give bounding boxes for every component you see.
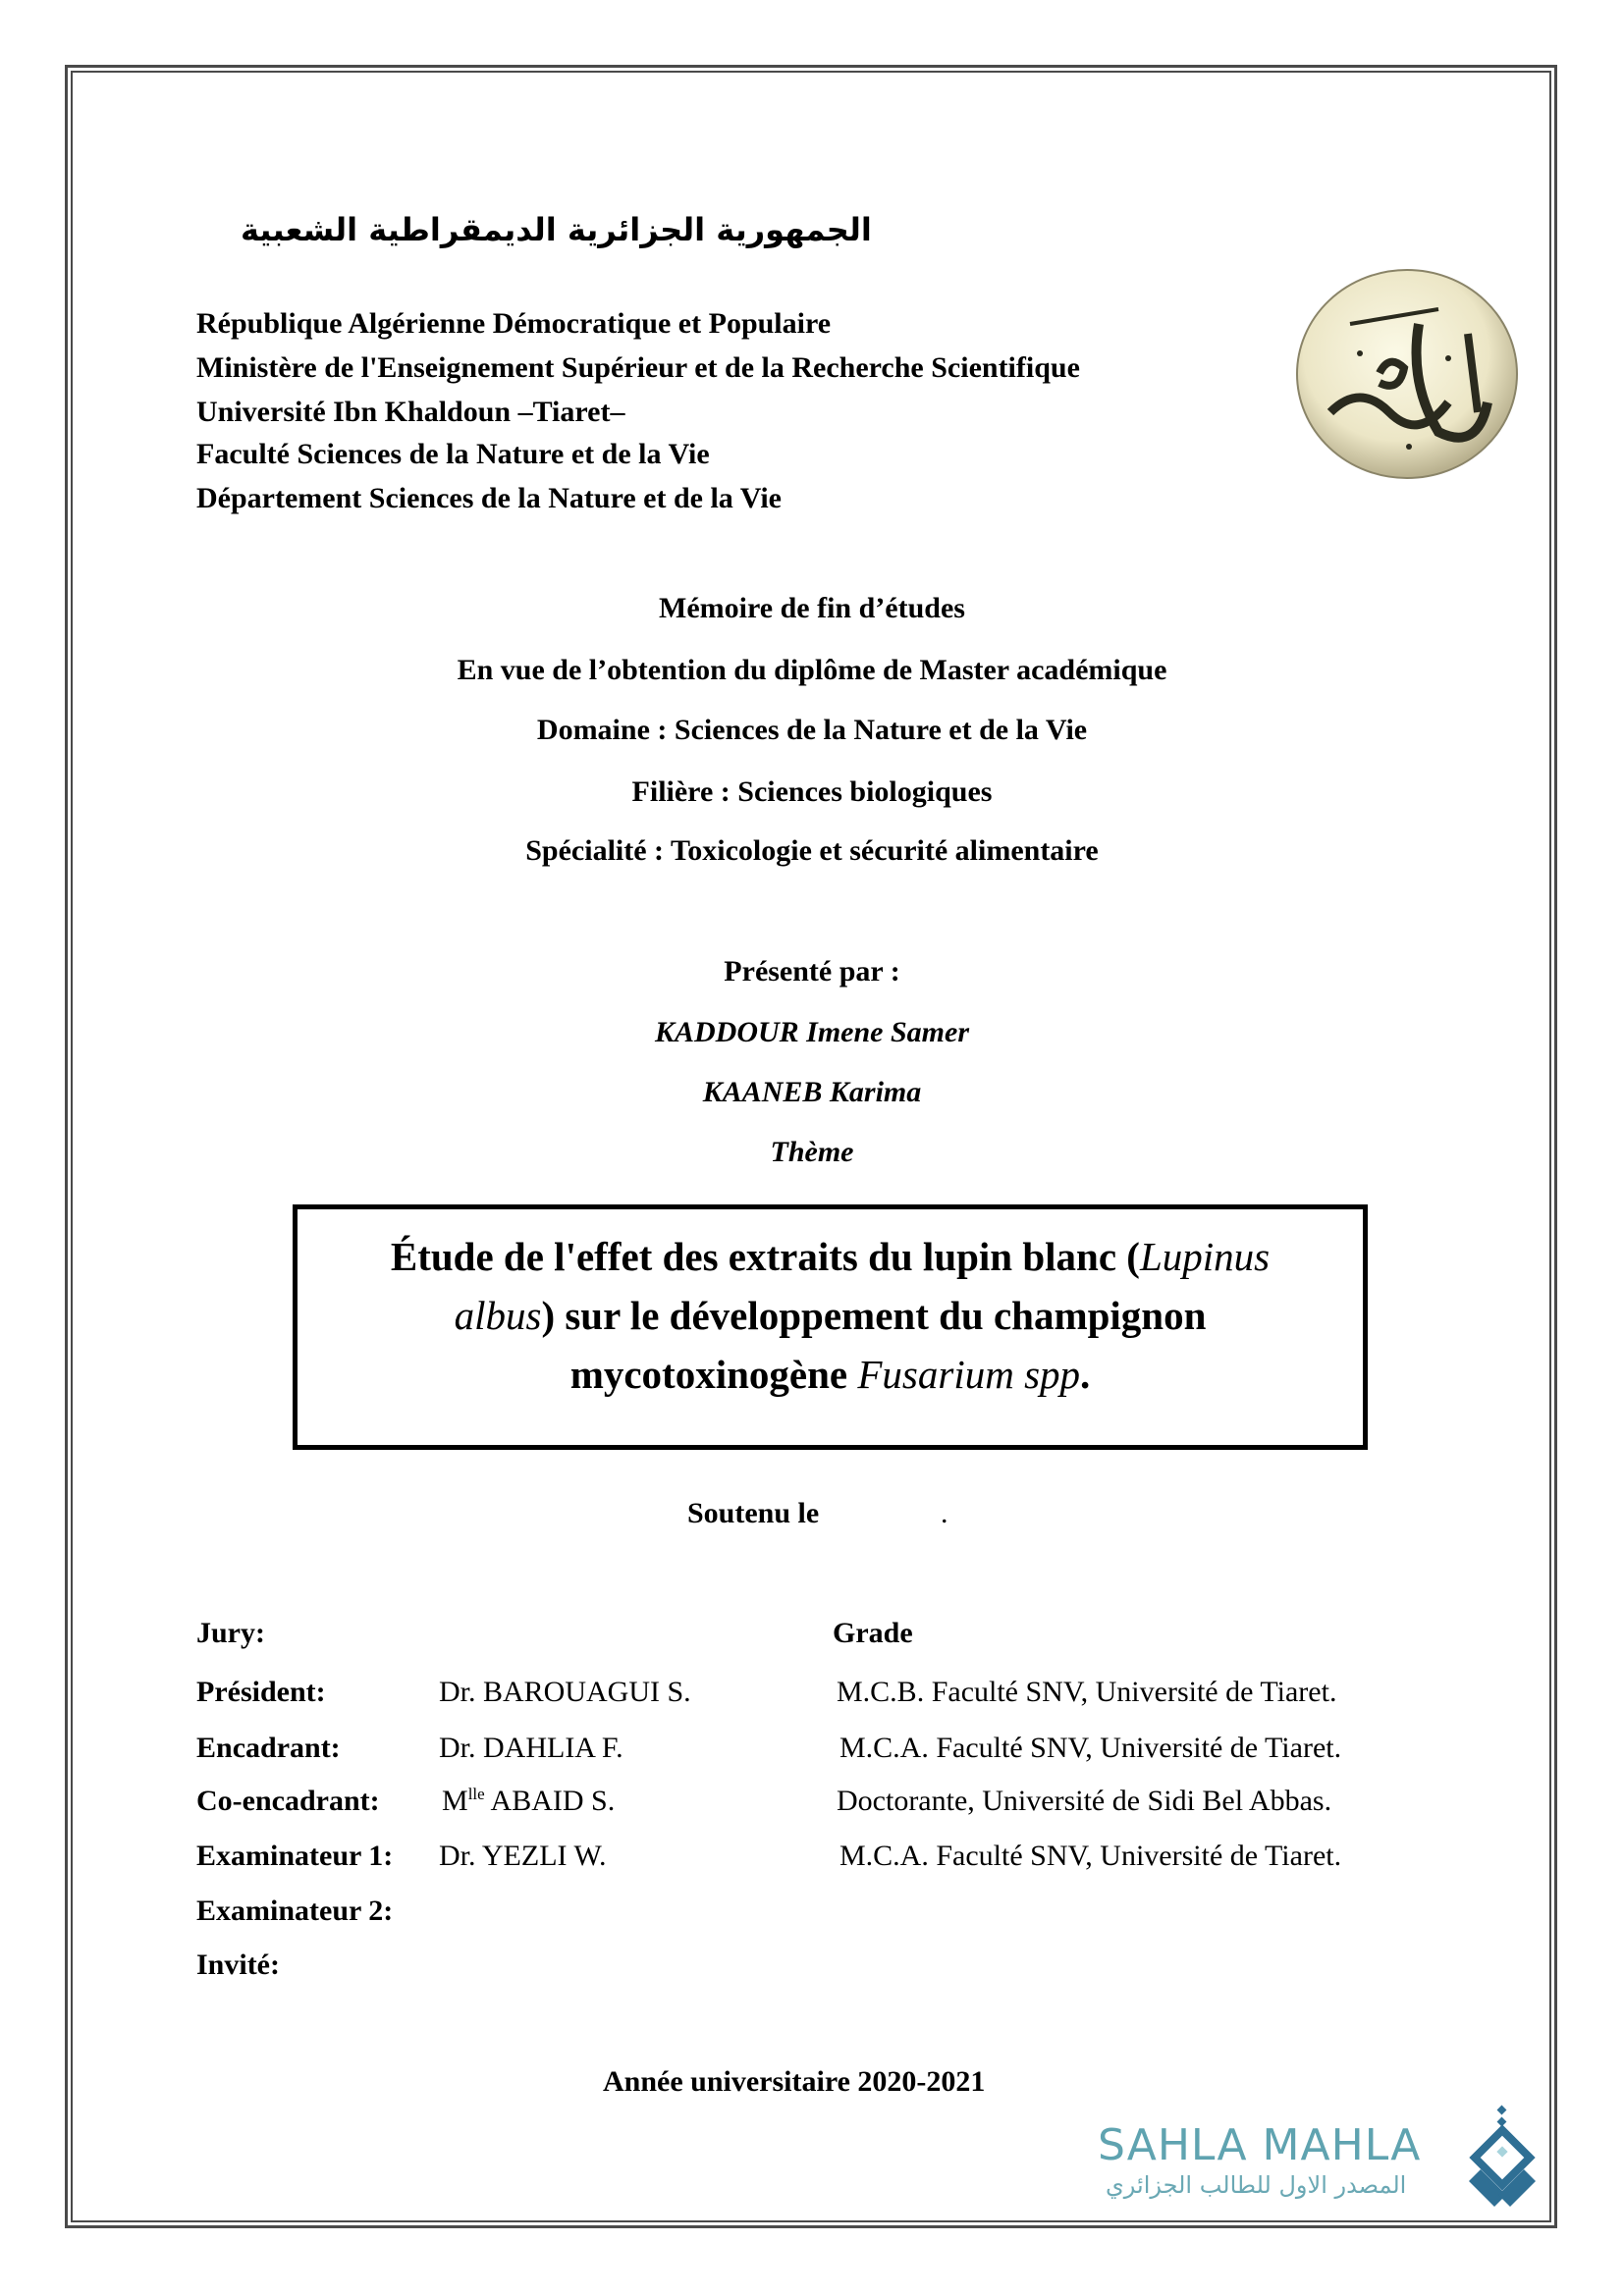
jury-row-examinateur-1 [196, 1840, 1473, 1879]
jury-role: Examinateur 2: [196, 1895, 394, 1927]
institution-republic: République Algérienne Démocratique et Populaire [196, 307, 832, 340]
memoire-title: Mémoire de fin d’études [659, 592, 965, 624]
thesis-title-box [293, 1204, 1368, 1450]
jury-role: Invité: [196, 1949, 280, 1981]
jury-row-examinateur-2 [196, 1895, 1473, 1934]
jury-grade: M.C.A. Faculté SNV, Université de Tiaret. [839, 1840, 1342, 1872]
academic-year: Année universitaire 2020-2021 [603, 2065, 986, 2098]
jury-grade: M.C.A. Faculté SNV, Université de Tiaret. [839, 1732, 1342, 1764]
jury-name-sup: lle [467, 1785, 485, 1803]
diploma-line: En vue de l’obtention du diplôme de Master académique [457, 654, 1167, 686]
jury-role: Président: [196, 1676, 326, 1708]
title-species-epithet: albus [454, 1293, 542, 1338]
jury-label: Jury: [196, 1617, 265, 1649]
institution-ministry: Ministère de l'Enseignement Supérieur et de la Recherche Scientifique [196, 351, 1080, 384]
filiere-line: Filière : Sciences biologiques [631, 775, 993, 808]
jury-name: Dr. BAROUAGUI S. [439, 1676, 691, 1708]
jury-row-president [196, 1676, 1473, 1715]
thesis-title-line-2 [298, 1286, 1363, 1345]
jury-role: Examinateur 1: [196, 1840, 394, 1872]
jury-grade: Doctorante, Université de Sidi Bel Abbas. [837, 1785, 1332, 1817]
domain-line: Domaine : Sciences de la Nature et de la Vie [536, 714, 1088, 746]
jury-name: Dr. DAHLIA F. [439, 1732, 623, 1764]
title-text: . [1080, 1352, 1091, 1397]
specialite-line: Spécialité : Toxicologie et sécurité alimentaire [525, 834, 1099, 867]
title-text: ) sur le développement du champignon [541, 1293, 1207, 1338]
jury-role: Encadrant: [196, 1732, 341, 1764]
title-text: Étude de l'effet des extraits du lupin blanc ( [390, 1234, 1140, 1279]
sahla-mahla-emblem-icon [1459, 2105, 1545, 2222]
sahla-mahla-watermark [1098, 2110, 1544, 2209]
jury-row-co-encadrant [196, 1785, 1473, 1824]
arabic-republic-title: الجمهورية الجزائرية الديمقراطية الشعبية [241, 211, 872, 248]
jury-grade: M.C.B. Faculté SNV, Université de Tiaret. [837, 1676, 1337, 1708]
watermark-brand: SAHLA MAHLA [1098, 2120, 1422, 2170]
author-1: KADDOUR Imene Samer [654, 1016, 970, 1048]
jury-name: Dr. YEZLI W. [439, 1840, 607, 1872]
jury-name-prefix: M [442, 1785, 468, 1817]
thesis-title-line-1 [298, 1227, 1363, 1286]
jury-name-text: ABAID S. [484, 1785, 616, 1817]
jury-header [196, 1617, 1473, 1656]
presented-by-label: Présenté par : [724, 955, 900, 988]
university-seal-icon [1291, 265, 1523, 483]
jury-row-encadrant [196, 1732, 1473, 1771]
title-fungus-name: Fusarium spp [857, 1352, 1081, 1397]
author-2: KAANEB Karima [702, 1076, 922, 1108]
grade-label: Grade [833, 1617, 913, 1649]
institution-department: Département Sciences de la Nature et de la Vie [196, 482, 782, 514]
thesis-title-line-3 [298, 1345, 1363, 1404]
university-logo [1291, 265, 1523, 483]
jury-name [442, 1785, 615, 1818]
institution-university: Université Ibn Khaldoun –Tiaret– [196, 396, 625, 428]
watermark-tagline: المصدر الاول للطالب الجزائري [1106, 2171, 1407, 2199]
title-text: mycotoxinogène [569, 1352, 858, 1397]
jury-row-invite [196, 1949, 1473, 1988]
title-species-genus: Lupinus [1139, 1234, 1271, 1279]
institution-faculty: Faculté Sciences de la Nature et de la Vie [196, 438, 710, 470]
defense-date-end: . [941, 1497, 948, 1529]
jury-role: Co-encadrant: [196, 1785, 380, 1817]
theme-label: Thème [770, 1136, 854, 1168]
defense-date-label: Soutenu le [687, 1497, 820, 1529]
